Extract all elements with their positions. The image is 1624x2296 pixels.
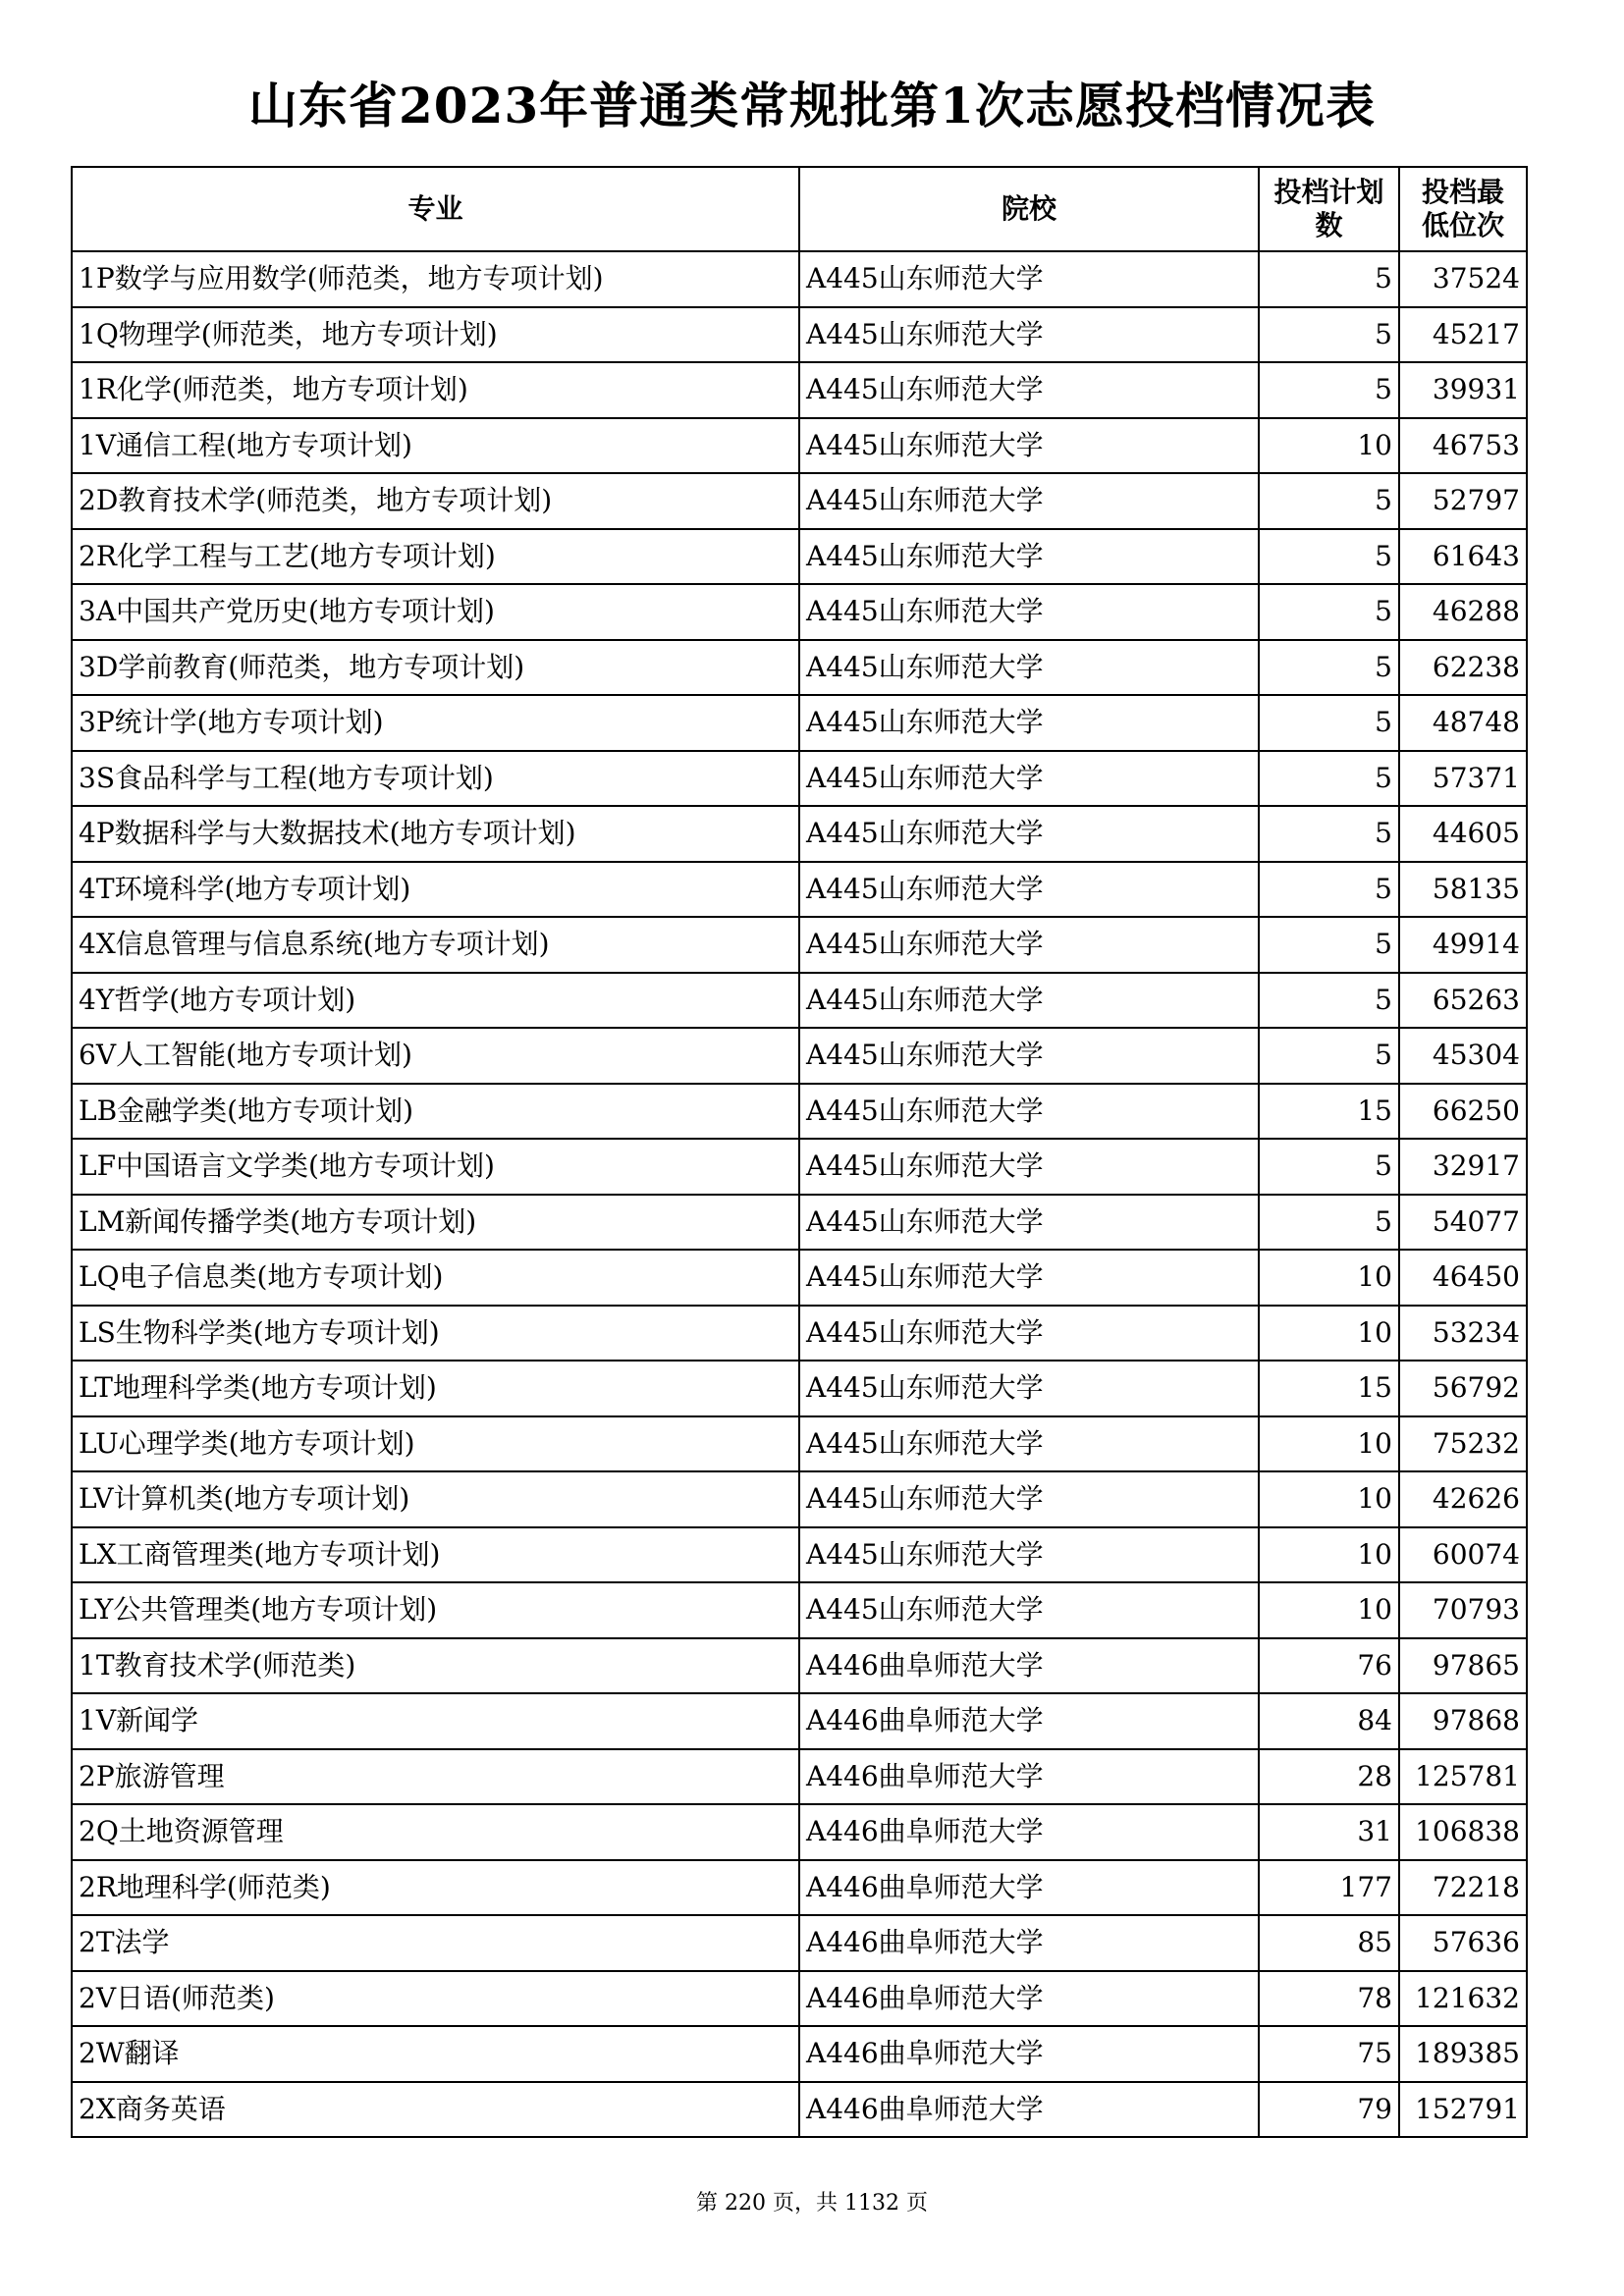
cell-min-rank: 57371 [1399,751,1527,807]
cell-min-rank: 97865 [1399,1638,1527,1694]
cell-school: A445山东师范大学 [799,1471,1259,1527]
cell-school: A445山东师范大学 [799,1416,1259,1472]
cell-min-rank: 54077 [1399,1195,1527,1251]
cell-major: LU心理学类(地方专项计划) [72,1416,799,1472]
table-row [72,1749,1527,1805]
cell-min-rank: 58135 [1399,862,1527,918]
cell-min-rank: 39931 [1399,362,1527,418]
cell-school: A446曲阜师范大学 [799,1804,1259,1860]
page-title: 山东省2023年普通类常规批第1次志愿投档情况表 [248,77,1376,134]
header-min-rank: 投档最低位次 [1399,167,1527,251]
cell-school: A446曲阜师范大学 [799,1693,1259,1749]
cell-major: 1Q物理学(师范类，地方专项计划) [72,307,799,363]
cell-school: A445山东师范大学 [799,695,1259,751]
cell-min-rank: 106838 [1399,1804,1527,1860]
cell-min-rank: 62238 [1399,640,1527,696]
cell-plan-count: 10 [1259,1582,1399,1638]
cell-school: A445山东师范大学 [799,1527,1259,1583]
table-row [72,1582,1527,1638]
table-row [72,1361,1527,1416]
cell-plan-count: 85 [1259,1915,1399,1971]
table-body [72,251,1527,2137]
table-row [72,640,1527,696]
table-row [72,1139,1527,1195]
cell-major: LT地理科学类(地方专项计划) [72,1361,799,1416]
table-row [72,862,1527,918]
cell-major: LX工商管理类(地方专项计划) [72,1527,799,1583]
cell-min-rank: 44605 [1399,806,1527,862]
cell-school: A446曲阜师范大学 [799,1638,1259,1694]
cell-plan-count: 5 [1259,251,1399,307]
cell-major: 4X信息管理与信息系统(地方专项计划) [72,917,799,973]
cell-school: A446曲阜师范大学 [799,1915,1259,1971]
cell-major: 2W翻译 [72,2026,799,2082]
cell-major: 1T教育技术学(师范类) [72,1638,799,1694]
table-row [72,251,1527,307]
cell-min-rank: 125781 [1399,1749,1527,1805]
cell-plan-count: 5 [1259,695,1399,751]
table-row [72,973,1527,1029]
cell-school: A445山东师范大学 [799,251,1259,307]
table-row [72,1195,1527,1251]
cell-major: 4P数据科学与大数据技术(地方专项计划) [72,806,799,862]
table-row [72,584,1527,640]
cell-min-rank: 48748 [1399,695,1527,751]
admission-table [71,166,1528,2138]
cell-plan-count: 10 [1259,1306,1399,1362]
cell-plan-count: 76 [1259,1638,1399,1694]
cell-major: 4Y哲学(地方专项计划) [72,973,799,1029]
table-row [72,418,1527,474]
cell-major: 1V通信工程(地方专项计划) [72,418,799,474]
cell-school: A445山东师范大学 [799,473,1259,529]
cell-school: A445山东师范大学 [799,1582,1259,1638]
cell-min-rank: 45217 [1399,307,1527,363]
cell-plan-count: 5 [1259,307,1399,363]
cell-min-rank: 46753 [1399,418,1527,474]
cell-min-rank: 45304 [1399,1028,1527,1084]
cell-plan-count: 10 [1259,1471,1399,1527]
cell-major: 2V日语(师范类) [72,1971,799,2027]
cell-plan-count: 5 [1259,1139,1399,1195]
table-row [72,1084,1527,1140]
cell-min-rank: 49914 [1399,917,1527,973]
cell-school: A445山东师范大学 [799,529,1259,585]
cell-min-rank: 97868 [1399,1693,1527,1749]
cell-min-rank: 152791 [1399,2082,1527,2138]
cell-plan-count: 177 [1259,1860,1399,1916]
cell-min-rank: 37524 [1399,251,1527,307]
cell-min-rank: 32917 [1399,1139,1527,1195]
cell-plan-count: 28 [1259,1749,1399,1805]
table-row [72,2082,1527,2138]
table-row [72,1416,1527,1472]
table-row [72,1971,1527,2027]
cell-major: 2P旅游管理 [72,1749,799,1805]
cell-major: 3S食品科学与工程(地方专项计划) [72,751,799,807]
table-row [72,1804,1527,1860]
cell-plan-count: 5 [1259,584,1399,640]
cell-plan-count: 5 [1259,751,1399,807]
cell-major: LS生物科学类(地方专项计划) [72,1306,799,1362]
cell-school: A446曲阜师范大学 [799,1971,1259,2027]
cell-min-rank: 61643 [1399,529,1527,585]
cell-major: 2X商务英语 [72,2082,799,2138]
cell-school: A445山东师范大学 [799,751,1259,807]
cell-school: A445山东师范大学 [799,862,1259,918]
page-footer: 第 220 页，共 1132 页 [696,2191,928,2216]
cell-plan-count: 5 [1259,529,1399,585]
cell-school: A445山东师范大学 [799,1361,1259,1416]
cell-plan-count: 5 [1259,362,1399,418]
table-header-row [72,167,1527,251]
cell-school: A445山东师范大学 [799,1028,1259,1084]
table-row [72,1471,1527,1527]
cell-school: A445山东师范大学 [799,307,1259,363]
cell-plan-count: 5 [1259,917,1399,973]
cell-plan-count: 5 [1259,473,1399,529]
cell-school: A446曲阜师范大学 [799,1749,1259,1805]
cell-plan-count: 5 [1259,640,1399,696]
header-plan-count: 投档计划数 [1259,167,1399,251]
cell-major: LF中国语言文学类(地方专项计划) [72,1139,799,1195]
cell-min-rank: 75232 [1399,1416,1527,1472]
cell-major: 2Q土地资源管理 [72,1804,799,1860]
cell-major: 3A中国共产党历史(地方专项计划) [72,584,799,640]
cell-min-rank: 56792 [1399,1361,1527,1416]
cell-plan-count: 15 [1259,1361,1399,1416]
cell-major: 2R地理科学(师范类) [72,1860,799,1916]
cell-plan-count: 5 [1259,862,1399,918]
cell-major: 1P数学与应用数学(师范类，地方专项计划) [72,251,799,307]
table-row [72,1527,1527,1583]
cell-plan-count: 10 [1259,1250,1399,1306]
table-row [72,473,1527,529]
cell-major: 2D教育技术学(师范类，地方专项计划) [72,473,799,529]
cell-school: A446曲阜师范大学 [799,2026,1259,2082]
cell-plan-count: 15 [1259,1084,1399,1140]
cell-major: LM新闻传播学类(地方专项计划) [72,1195,799,1251]
table-row [72,751,1527,807]
cell-major: LY公共管理类(地方专项计划) [72,1582,799,1638]
cell-major: 1R化学(师范类，地方专项计划) [72,362,799,418]
cell-major: LV计算机类(地方专项计划) [72,1471,799,1527]
cell-plan-count: 5 [1259,806,1399,862]
cell-major: 2T法学 [72,1915,799,1971]
table-row [72,307,1527,363]
cell-school: A446曲阜师范大学 [799,2082,1259,2138]
cell-min-rank: 52797 [1399,473,1527,529]
cell-min-rank: 70793 [1399,1582,1527,1638]
table-row [72,1860,1527,1916]
cell-school: A445山东师范大学 [799,418,1259,474]
cell-school: A445山东师范大学 [799,973,1259,1029]
cell-major: 2R化学工程与工艺(地方专项计划) [72,529,799,585]
cell-plan-count: 5 [1259,973,1399,1029]
cell-min-rank: 121632 [1399,1971,1527,2027]
cell-min-rank: 42626 [1399,1471,1527,1527]
cell-plan-count: 10 [1259,1527,1399,1583]
cell-min-rank: 46450 [1399,1250,1527,1306]
table-row [72,1306,1527,1362]
table-row [72,362,1527,418]
cell-school: A445山东师范大学 [799,1306,1259,1362]
cell-major: 1V新闻学 [72,1693,799,1749]
header-school: 院校 [799,167,1259,251]
cell-plan-count: 75 [1259,2026,1399,2082]
table-row [72,1028,1527,1084]
cell-major: 3P统计学(地方专项计划) [72,695,799,751]
cell-plan-count: 78 [1259,1971,1399,2027]
cell-school: A445山东师范大学 [799,1139,1259,1195]
cell-school: A445山东师范大学 [799,917,1259,973]
cell-school: A445山东师范大学 [799,1195,1259,1251]
cell-min-rank: 72218 [1399,1860,1527,1916]
table-row [72,917,1527,973]
cell-plan-count: 31 [1259,1804,1399,1860]
table-row [72,2026,1527,2082]
cell-min-rank: 53234 [1399,1306,1527,1362]
table-row [72,1915,1527,1971]
table-row [72,1693,1527,1749]
table-row [72,1638,1527,1694]
cell-major: LB金融学类(地方专项计划) [72,1084,799,1140]
table-row [72,695,1527,751]
cell-major: LQ电子信息类(地方专项计划) [72,1250,799,1306]
cell-min-rank: 66250 [1399,1084,1527,1140]
cell-major: 4T环境科学(地方专项计划) [72,862,799,918]
cell-min-rank: 57636 [1399,1915,1527,1971]
cell-school: A445山东师范大学 [799,584,1259,640]
cell-min-rank: 189385 [1399,2026,1527,2082]
cell-min-rank: 65263 [1399,973,1527,1029]
cell-school: A445山东师范大学 [799,806,1259,862]
cell-school: A445山东师范大学 [799,1084,1259,1140]
table-row [72,529,1527,585]
header-major: 专业 [72,167,799,251]
cell-plan-count: 5 [1259,1195,1399,1251]
cell-major: 6V人工智能(地方专项计划) [72,1028,799,1084]
table-row [72,1250,1527,1306]
cell-min-rank: 60074 [1399,1527,1527,1583]
table-row [72,806,1527,862]
cell-major: 3D学前教育(师范类，地方专项计划) [72,640,799,696]
cell-school: A445山东师范大学 [799,1250,1259,1306]
cell-plan-count: 10 [1259,1416,1399,1472]
cell-school: A446曲阜师范大学 [799,1860,1259,1916]
cell-plan-count: 79 [1259,2082,1399,2138]
cell-plan-count: 5 [1259,1028,1399,1084]
cell-plan-count: 10 [1259,418,1399,474]
cell-min-rank: 46288 [1399,584,1527,640]
cell-school: A445山东师范大学 [799,362,1259,418]
cell-plan-count: 84 [1259,1693,1399,1749]
cell-school: A445山东师范大学 [799,640,1259,696]
